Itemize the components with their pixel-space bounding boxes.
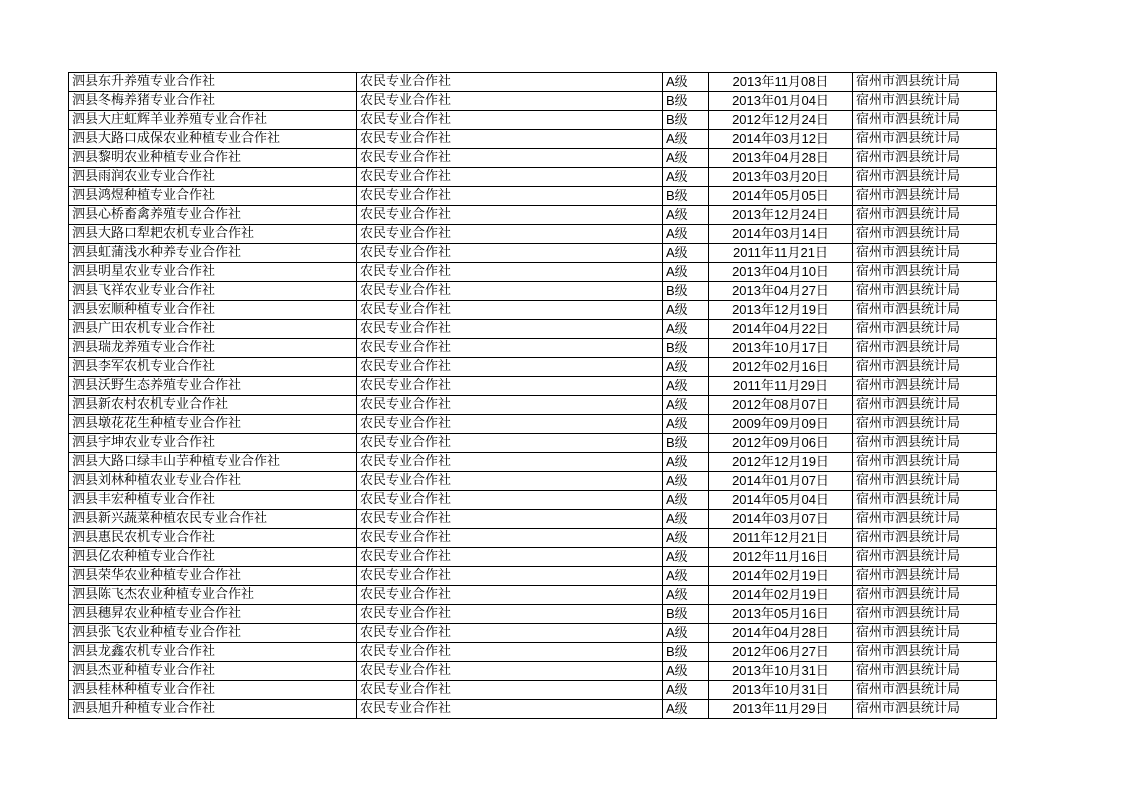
cooperative-name-cell: 泗县虹蒲浅水种养专业合作社 bbox=[69, 244, 357, 263]
grade-cell: A级 bbox=[663, 662, 709, 681]
table-row bbox=[69, 643, 997, 662]
cooperative-name-cell: 泗县大路口成保农业种植专业合作社 bbox=[69, 130, 357, 149]
authority-cell: 宿州市泗县统计局 bbox=[853, 149, 997, 168]
table-row bbox=[69, 396, 997, 415]
organization-type-cell: 农民专业合作社 bbox=[357, 472, 663, 491]
cooperative-name-cell: 泗县惠民农机专业合作社 bbox=[69, 529, 357, 548]
grade-cell: B级 bbox=[663, 111, 709, 130]
authority-cell: 宿州市泗县统计局 bbox=[853, 643, 997, 662]
date-cell: 2013年04月10日 bbox=[709, 263, 853, 282]
cooperative-name-cell: 泗县荣华农业种植专业合作社 bbox=[69, 567, 357, 586]
grade-cell: B级 bbox=[663, 92, 709, 111]
grade-cell: A级 bbox=[663, 491, 709, 510]
grade-cell: A级 bbox=[663, 472, 709, 491]
authority-cell: 宿州市泗县统计局 bbox=[853, 415, 997, 434]
organization-type-cell: 农民专业合作社 bbox=[357, 529, 663, 548]
organization-type-cell: 农民专业合作社 bbox=[357, 92, 663, 111]
cooperative-name-cell: 泗县墩花花生种植专业合作社 bbox=[69, 415, 357, 434]
organization-type-cell: 农民专业合作社 bbox=[357, 149, 663, 168]
cooperative-name-cell: 泗县旭升种植专业合作社 bbox=[69, 700, 357, 719]
organization-type-cell: 农民专业合作社 bbox=[357, 111, 663, 130]
table-row bbox=[69, 491, 997, 510]
grade-cell: A级 bbox=[663, 130, 709, 149]
table-row bbox=[69, 700, 997, 719]
organization-type-cell: 农民专业合作社 bbox=[357, 624, 663, 643]
cooperative-name-cell: 泗县亿农种植专业合作社 bbox=[69, 548, 357, 567]
table-row bbox=[69, 187, 997, 206]
table-row bbox=[69, 225, 997, 244]
organization-type-cell: 农民专业合作社 bbox=[357, 339, 663, 358]
table-row bbox=[69, 415, 997, 434]
table-row bbox=[69, 586, 997, 605]
date-cell: 2014年02月19日 bbox=[709, 567, 853, 586]
cooperative-name-cell: 泗县大路口绿丰山芋种植专业合作社 bbox=[69, 453, 357, 472]
date-cell: 2014年05月04日 bbox=[709, 491, 853, 510]
authority-cell: 宿州市泗县统计局 bbox=[853, 662, 997, 681]
grade-cell: A级 bbox=[663, 681, 709, 700]
authority-cell: 宿州市泗县统计局 bbox=[853, 567, 997, 586]
cooperative-name-cell: 泗县大路口犁耙农机专业合作社 bbox=[69, 225, 357, 244]
cooperative-name-cell: 泗县黎明农业种植专业合作社 bbox=[69, 149, 357, 168]
grade-cell: A级 bbox=[663, 149, 709, 168]
cooperative-name-cell: 泗县龙鑫农机专业合作社 bbox=[69, 643, 357, 662]
grade-cell: A级 bbox=[663, 377, 709, 396]
authority-cell: 宿州市泗县统计局 bbox=[853, 681, 997, 700]
organization-type-cell: 农民专业合作社 bbox=[357, 358, 663, 377]
grade-cell: A级 bbox=[663, 358, 709, 377]
table-row bbox=[69, 339, 997, 358]
cooperative-name-cell: 泗县张飞农业种植专业合作社 bbox=[69, 624, 357, 643]
table-row bbox=[69, 567, 997, 586]
grade-cell: A级 bbox=[663, 301, 709, 320]
table-row bbox=[69, 282, 997, 301]
table-row bbox=[69, 130, 997, 149]
cooperative-name-cell: 泗县飞祥农业专业合作社 bbox=[69, 282, 357, 301]
date-cell: 2014年03月14日 bbox=[709, 225, 853, 244]
cooperative-name-cell: 泗县心桥畜禽养殖专业合作社 bbox=[69, 206, 357, 225]
cooperative-name-cell: 泗县大庄虹辉羊业养殖专业合作社 bbox=[69, 111, 357, 130]
grade-cell: A级 bbox=[663, 263, 709, 282]
table-row bbox=[69, 206, 997, 225]
table-row bbox=[69, 605, 997, 624]
authority-cell: 宿州市泗县统计局 bbox=[853, 339, 997, 358]
date-cell: 2013年04月27日 bbox=[709, 282, 853, 301]
authority-cell: 宿州市泗县统计局 bbox=[853, 130, 997, 149]
date-cell: 2011年11月29日 bbox=[709, 377, 853, 396]
organization-type-cell: 农民专业合作社 bbox=[357, 567, 663, 586]
date-cell: 2013年11月08日 bbox=[709, 73, 853, 92]
date-cell: 2013年12月24日 bbox=[709, 206, 853, 225]
grade-cell: A级 bbox=[663, 548, 709, 567]
date-cell: 2014年04月22日 bbox=[709, 320, 853, 339]
organization-type-cell: 农民专业合作社 bbox=[357, 225, 663, 244]
date-cell: 2011年12月21日 bbox=[709, 529, 853, 548]
cooperative-name-cell: 泗县刘林种植农业专业合作社 bbox=[69, 472, 357, 491]
authority-cell: 宿州市泗县统计局 bbox=[853, 168, 997, 187]
date-cell: 2014年01月07日 bbox=[709, 472, 853, 491]
table-row bbox=[69, 320, 997, 339]
organization-type-cell: 农民专业合作社 bbox=[357, 301, 663, 320]
cooperative-name-cell: 泗县陈飞杰农业种植专业合作社 bbox=[69, 586, 357, 605]
date-cell: 2012年09月06日 bbox=[709, 434, 853, 453]
authority-cell: 宿州市泗县统计局 bbox=[853, 92, 997, 111]
table-row bbox=[69, 453, 997, 472]
authority-cell: 宿州市泗县统计局 bbox=[853, 263, 997, 282]
cooperative-name-cell: 泗县宏顺种植专业合作社 bbox=[69, 301, 357, 320]
cooperative-name-cell: 泗县新兴蔬菜种植农民专业合作社 bbox=[69, 510, 357, 529]
organization-type-cell: 农民专业合作社 bbox=[357, 586, 663, 605]
date-cell: 2013年12月19日 bbox=[709, 301, 853, 320]
grade-cell: A级 bbox=[663, 586, 709, 605]
organization-type-cell: 农民专业合作社 bbox=[357, 130, 663, 149]
cooperative-name-cell: 泗县丰宏种植专业合作社 bbox=[69, 491, 357, 510]
grade-cell: B级 bbox=[663, 605, 709, 624]
grade-cell: B级 bbox=[663, 643, 709, 662]
table-row bbox=[69, 434, 997, 453]
table-row bbox=[69, 472, 997, 491]
date-cell: 2012年06月27日 bbox=[709, 643, 853, 662]
authority-cell: 宿州市泗县统计局 bbox=[853, 586, 997, 605]
authority-cell: 宿州市泗县统计局 bbox=[853, 187, 997, 206]
cooperative-name-cell: 泗县鸿煜种植专业合作社 bbox=[69, 187, 357, 206]
cooperative-name-cell: 泗县明星农业专业合作社 bbox=[69, 263, 357, 282]
cooperative-name-cell: 泗县新农村农机专业合作社 bbox=[69, 396, 357, 415]
organization-type-cell: 农民专业合作社 bbox=[357, 510, 663, 529]
table-row bbox=[69, 529, 997, 548]
authority-cell: 宿州市泗县统计局 bbox=[853, 434, 997, 453]
organization-type-cell: 农民专业合作社 bbox=[357, 643, 663, 662]
authority-cell: 宿州市泗县统计局 bbox=[853, 700, 997, 719]
table-row bbox=[69, 168, 997, 187]
authority-cell: 宿州市泗县统计局 bbox=[853, 396, 997, 415]
cooperative-name-cell: 泗县宇坤农业专业合作社 bbox=[69, 434, 357, 453]
organization-type-cell: 农民专业合作社 bbox=[357, 320, 663, 339]
grade-cell: B级 bbox=[663, 434, 709, 453]
authority-cell: 宿州市泗县统计局 bbox=[853, 111, 997, 130]
table-row bbox=[69, 358, 997, 377]
date-cell: 2011年11月21日 bbox=[709, 244, 853, 263]
authority-cell: 宿州市泗县统计局 bbox=[853, 206, 997, 225]
organization-type-cell: 农民专业合作社 bbox=[357, 396, 663, 415]
cooperative-name-cell: 泗县穗昇农业种植专业合作社 bbox=[69, 605, 357, 624]
organization-type-cell: 农民专业合作社 bbox=[357, 662, 663, 681]
table-row bbox=[69, 73, 997, 92]
grade-cell: A级 bbox=[663, 567, 709, 586]
organization-type-cell: 农民专业合作社 bbox=[357, 415, 663, 434]
cooperative-name-cell: 泗县广田农机专业合作社 bbox=[69, 320, 357, 339]
date-cell: 2014年03月07日 bbox=[709, 510, 853, 529]
grade-cell: A级 bbox=[663, 225, 709, 244]
cooperative-name-cell: 泗县杰亚种植专业合作社 bbox=[69, 662, 357, 681]
authority-cell: 宿州市泗县统计局 bbox=[853, 491, 997, 510]
table-row bbox=[69, 681, 997, 700]
cooperative-name-cell: 泗县沃野生态养殖专业合作社 bbox=[69, 377, 357, 396]
date-cell: 2013年05月16日 bbox=[709, 605, 853, 624]
cooperative-name-cell: 泗县李军农机专业合作社 bbox=[69, 358, 357, 377]
date-cell: 2014年04月28日 bbox=[709, 624, 853, 643]
table-body bbox=[69, 73, 997, 719]
date-cell: 2013年11月29日 bbox=[709, 700, 853, 719]
grade-cell: A级 bbox=[663, 396, 709, 415]
organization-type-cell: 农民专业合作社 bbox=[357, 491, 663, 510]
date-cell: 2013年10月17日 bbox=[709, 339, 853, 358]
date-cell: 2009年09月09日 bbox=[709, 415, 853, 434]
date-cell: 2013年01月04日 bbox=[709, 92, 853, 111]
grade-cell: A级 bbox=[663, 529, 709, 548]
authority-cell: 宿州市泗县统计局 bbox=[853, 301, 997, 320]
grade-cell: B级 bbox=[663, 339, 709, 358]
organization-type-cell: 农民专业合作社 bbox=[357, 263, 663, 282]
date-cell: 2012年12月24日 bbox=[709, 111, 853, 130]
date-cell: 2014年03月12日 bbox=[709, 130, 853, 149]
cooperative-rating-table bbox=[68, 72, 997, 719]
grade-cell: B级 bbox=[663, 282, 709, 301]
date-cell: 2013年04月28日 bbox=[709, 149, 853, 168]
organization-type-cell: 农民专业合作社 bbox=[357, 168, 663, 187]
authority-cell: 宿州市泗县统计局 bbox=[853, 73, 997, 92]
grade-cell: A级 bbox=[663, 510, 709, 529]
table-row bbox=[69, 92, 997, 111]
grade-cell: A级 bbox=[663, 320, 709, 339]
grade-cell: A级 bbox=[663, 453, 709, 472]
date-cell: 2013年10月31日 bbox=[709, 662, 853, 681]
authority-cell: 宿州市泗县统计局 bbox=[853, 510, 997, 529]
authority-cell: 宿州市泗县统计局 bbox=[853, 225, 997, 244]
grade-cell: A级 bbox=[663, 73, 709, 92]
date-cell: 2012年11月16日 bbox=[709, 548, 853, 567]
authority-cell: 宿州市泗县统计局 bbox=[853, 472, 997, 491]
table-row bbox=[69, 149, 997, 168]
date-cell: 2014年02月19日 bbox=[709, 586, 853, 605]
authority-cell: 宿州市泗县统计局 bbox=[853, 377, 997, 396]
grade-cell: A级 bbox=[663, 624, 709, 643]
grade-cell: A级 bbox=[663, 415, 709, 434]
table-row bbox=[69, 548, 997, 567]
authority-cell: 宿州市泗县统计局 bbox=[853, 244, 997, 263]
table-row bbox=[69, 111, 997, 130]
cooperative-name-cell: 泗县瑞龙养殖专业合作社 bbox=[69, 339, 357, 358]
organization-type-cell: 农民专业合作社 bbox=[357, 700, 663, 719]
organization-type-cell: 农民专业合作社 bbox=[357, 206, 663, 225]
organization-type-cell: 农民专业合作社 bbox=[357, 548, 663, 567]
cooperative-name-cell: 泗县桂林种植专业合作社 bbox=[69, 681, 357, 700]
authority-cell: 宿州市泗县统计局 bbox=[853, 548, 997, 567]
organization-type-cell: 农民专业合作社 bbox=[357, 453, 663, 472]
date-cell: 2013年03月20日 bbox=[709, 168, 853, 187]
authority-cell: 宿州市泗县统计局 bbox=[853, 605, 997, 624]
date-cell: 2013年10月31日 bbox=[709, 681, 853, 700]
organization-type-cell: 农民专业合作社 bbox=[357, 434, 663, 453]
cooperative-name-cell: 泗县东升养殖专业合作社 bbox=[69, 73, 357, 92]
table-row bbox=[69, 301, 997, 320]
table-row bbox=[69, 624, 997, 643]
table-row bbox=[69, 377, 997, 396]
date-cell: 2012年02月16日 bbox=[709, 358, 853, 377]
grade-cell: B级 bbox=[663, 187, 709, 206]
organization-type-cell: 农民专业合作社 bbox=[357, 377, 663, 396]
organization-type-cell: 农民专业合作社 bbox=[357, 244, 663, 263]
authority-cell: 宿州市泗县统计局 bbox=[853, 453, 997, 472]
table-row bbox=[69, 510, 997, 529]
date-cell: 2014年05月05日 bbox=[709, 187, 853, 206]
grade-cell: A级 bbox=[663, 244, 709, 263]
organization-type-cell: 农民专业合作社 bbox=[357, 187, 663, 206]
grade-cell: A级 bbox=[663, 168, 709, 187]
table-row bbox=[69, 662, 997, 681]
cooperative-name-cell: 泗县冬梅养猪专业合作社 bbox=[69, 92, 357, 111]
table-row bbox=[69, 244, 997, 263]
table-row bbox=[69, 263, 997, 282]
organization-type-cell: 农民专业合作社 bbox=[357, 73, 663, 92]
grade-cell: A级 bbox=[663, 700, 709, 719]
authority-cell: 宿州市泗县统计局 bbox=[853, 320, 997, 339]
authority-cell: 宿州市泗县统计局 bbox=[853, 358, 997, 377]
authority-cell: 宿州市泗县统计局 bbox=[853, 529, 997, 548]
organization-type-cell: 农民专业合作社 bbox=[357, 681, 663, 700]
cooperative-name-cell: 泗县雨润农业专业合作社 bbox=[69, 168, 357, 187]
grade-cell: A级 bbox=[663, 206, 709, 225]
date-cell: 2012年08月07日 bbox=[709, 396, 853, 415]
organization-type-cell: 农民专业合作社 bbox=[357, 605, 663, 624]
organization-type-cell: 农民专业合作社 bbox=[357, 282, 663, 301]
authority-cell: 宿州市泗县统计局 bbox=[853, 624, 997, 643]
date-cell: 2012年12月19日 bbox=[709, 453, 853, 472]
authority-cell: 宿州市泗县统计局 bbox=[853, 282, 997, 301]
